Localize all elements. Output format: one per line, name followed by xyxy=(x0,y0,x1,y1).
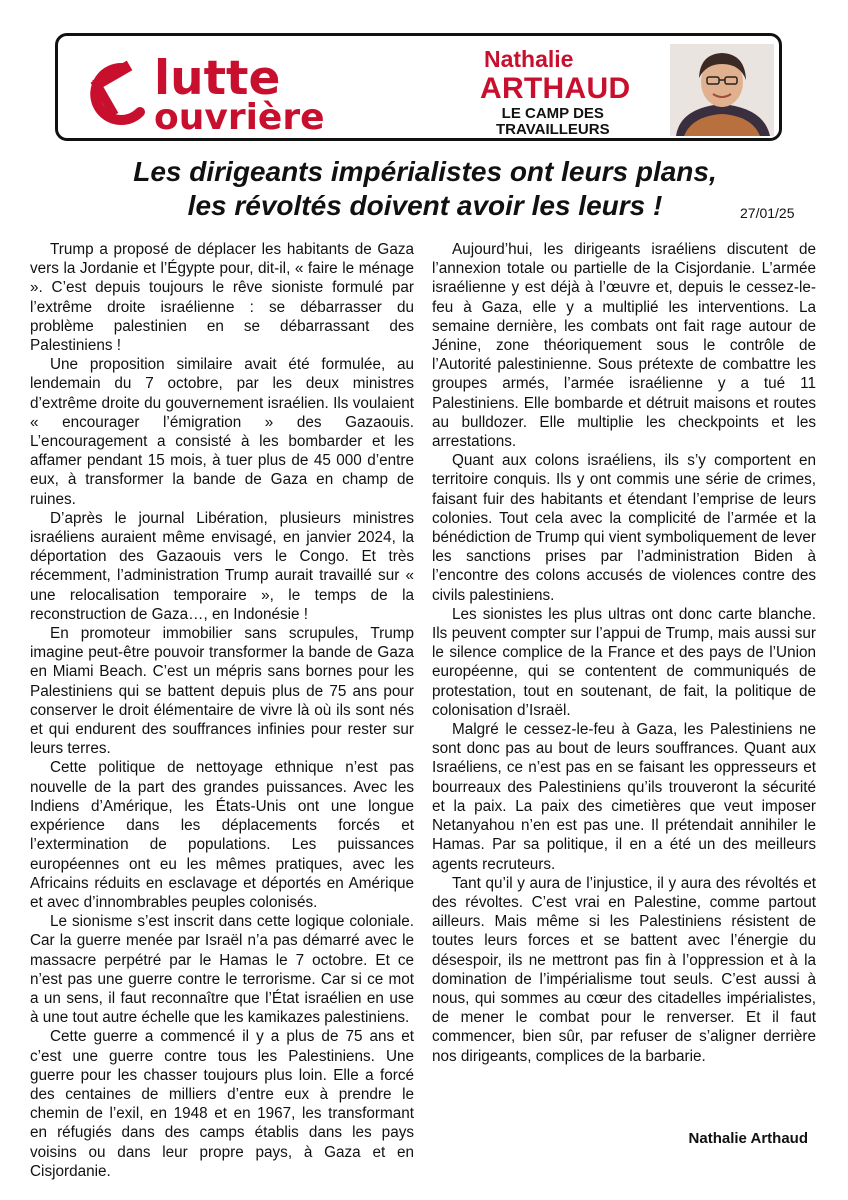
logo-word-ouvriere: ouvrière xyxy=(154,97,325,135)
candidate-block xyxy=(478,42,668,138)
headline-line-2: les révoltés doivent avoir les leurs ! xyxy=(187,190,663,221)
headline-line-1: Les dirigeants impérialistes ont leurs plans, xyxy=(133,156,717,187)
header-banner xyxy=(55,33,782,141)
article-paragraph: En promoteur immobilier sans scrupules, Trump imagine peut-être pouvoir transformer la bande de Gaza en Miami Beach. C’est un mépris sans bornes pour les Palestiniens qui se battent depuis plus de 75 ans pour conserver le droit élémentaire de vivre là où ils sont nés et qui endurent des souffrances infinies pour rester sur leurs terres. xyxy=(30,625,414,758)
candidate-first-name: Nathalie xyxy=(484,46,574,72)
article-paragraph: Les sionistes les plus ultras ont donc carte blanche. Ils peuvent compter sur l’appui de Trump, mais aussi sur le silence complice de la France et des pays de l’Union européenne, qui se contentent de communiqués de protestation, tout en soutenant, de fait, la politique de colonisation d’Israël. xyxy=(432,605,816,719)
article-column-right xyxy=(432,240,816,1066)
article-paragraph: Une proposition similaire avait été formulée, au lendemain du 7 octobre, par les deux ministres d’extrême droite du gouvernement israélien. Ils voulaient « encourager l’émigration » des Gazaouis. L’encouragement a consisté à les bombarder et les affamer pendant 15 mois, à tuer plus de 45 000 d’entre eux, à transformer la bande de Gaza en champ de ruines. xyxy=(30,356,414,508)
slogan xyxy=(496,106,610,138)
article-paragraph: Malgré le cessez-le-feu à Gaza, les Palestiniens ne sont donc pas au bout de leurs souffrances. Quant aux Israéliens, ce n’est pas en se faisant les oppresseurs et bourreaux des Palestiniens qu’ils trouveront la sécurité et la paix. La paix des cimetières que veut imposer Netanyahou n’en est pas une. Il prétendait annihiler le Hamas. Par sa politique, il en a été un des meilleurs agents recruteurs. xyxy=(432,721,816,873)
slogan-line-1: LE CAMP DES xyxy=(501,105,604,122)
article-paragraph: Quant aux colons israéliens, ils s’y comportent en territoire conquis. Ils y ont commis une série de crimes, faisant fuir des habitants et étendant l’emprise de leurs colonies. Tout cela avec la complicité de l’armée et la bénédiction de Trump qui vient symboliquement de lever les sanctions prises par l’administration Biden à l’encontre des colons accusés de violences contre des civils palestiniens. xyxy=(432,452,816,604)
slogan-line-2: TRAVAILLEURS xyxy=(496,121,610,138)
article-paragraph: Tant qu’il y aura de l’injustice, il y aura des révoltés et des révoltes. C’est vrai en Palestine, comme partout ailleurs. Mais même si les Palestiniens résistent de toutes leurs forces et se battent avec l’énergie du désespoir, ils ne mettront pas fin à l’oppression et à la domination de l’impérialisme tout seuls. C’est aussi à nous, qui sommes au cœur des citadelles impérialistes, de mener le combat pour le renverser. Et il faut commencer, bien sûr, par refuser de s’aligner derrière nos dirigeants, complices de la barbarie. xyxy=(432,874,816,1065)
candidate-photo xyxy=(670,44,774,136)
article-paragraph: Trump a proposé de déplacer les habitants de Gaza vers la Jordanie et l’Égypte pour, dit-il, « faire le ménage ». C’est depuis toujours le rêve sioniste formulé par l’extrême droite israélienne : se débarrasser du problème palestinien en se débarrassant des Palestiniens ! xyxy=(30,241,414,355)
article-paragraph: Aujourd’hui, les dirigeants israéliens discutent de l’annexion totale ou partielle de la Cisjordanie. L’armée israélienne y est déjà à l’œuvre et, depuis le cessez-le-feu à Gaza, elle y a multiplié les interventions. La semaine dernière, les combats ont fait rage autour de Jénine, zone théoriquement sous le contrôle de l’Autorité palestinienne. Sous prétexte de combattre les groupes armés, l’armée israélienne y a tué 11 Palestiniens. Elle bombarde et détruit maisons et routes au bulldozer. Elle multiplie les checkpoints et les arrestations. xyxy=(432,241,816,451)
logo-word-lutte: lutte xyxy=(154,51,281,106)
publication-date: 27/01/25 xyxy=(740,205,795,221)
article-column-left xyxy=(30,240,414,1181)
lutte-ouvriere-logo xyxy=(70,50,470,135)
signature: Nathalie Arthaud xyxy=(688,1130,808,1147)
article-paragraph: Cette politique de nettoyage ethnique n’est pas nouvelle de la part des grandes puissances. Avec les Indiens d’Amérique, les États-Unis ont une longue expérience dans les déplacements forcés et l’extermination de populations. Les puissances européennes ont eu les mêmes pratiques, avec les Africains réduits en esclavage et déportés en Amérique et avec d’innombrables peuples colonisés. xyxy=(30,759,414,911)
candidate-last-name: ARTHAUD xyxy=(480,72,631,105)
hammer-sickle-icon xyxy=(91,61,140,120)
article-paragraph: Cette guerre a commencé il y a plus de 75 ans et c’est une guerre contre tous les Palestiniens. Une guerre pour les chasser toujours plus loin. Elle a forcé des centaines de milliers d’entre eux à prendre le chemin de l’exil, en 1948 et en 1967, les transformant en réfugiés dans des camps établis dans les pays voisins ou dans leur propre pays, à Gaza et en Cisjordanie. xyxy=(30,1028,414,1180)
article-paragraph: Le sionisme s’est inscrit dans cette logique coloniale. Car la guerre menée par Israël n’a pas démarré avec le massacre perpétré par le Hamas le 7 octobre. Et ce n’est pas une guerre contre le terrorisme. Car si ce mot a un sens, il faut reconnaître que l’État israélien en use à une tout autre échelle que les kamikazes palestiniens. xyxy=(30,913,414,1027)
article-paragraph: D’après le journal Libération, plusieurs ministres israéliens auraient même envisagé, en janvier 2024, la déportation des Gazaouis vers le Congo. Et très récemment, l’administration Trump aurait travaillé sur « une relocalisation temporaire », le temps de la reconstruction de Gaza…, en Indonésie ! xyxy=(30,509,414,623)
headline xyxy=(60,155,790,223)
